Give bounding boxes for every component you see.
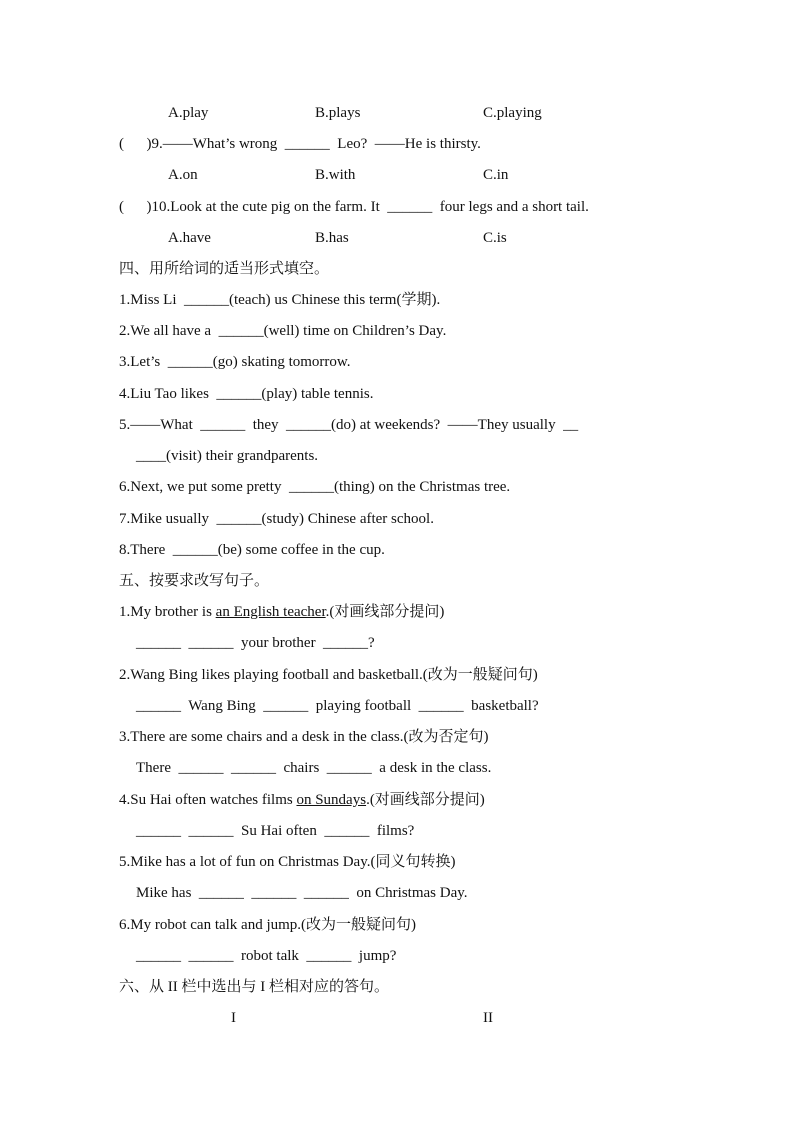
fill-item: 4.Liu Tao likes ______(play) table tennis. — [119, 386, 374, 402]
answer-line: ______ Wang Bing ______ playing football ______ basketball? — [136, 698, 539, 714]
option-a: A.play — [168, 105, 209, 121]
rewrite-text: 4.Su Hai often watches films — [119, 792, 297, 808]
question-9: ( )9.——What’s wrong ______ Leo? ——He is thirsty. — [119, 136, 481, 152]
option-b: B.with — [315, 167, 356, 183]
answer-line: Mike has ______ ______ ______ on Christmas Day. — [136, 885, 468, 901]
fill-item: 3.Let’s ______(go) skating tomorrow. — [119, 354, 351, 370]
fill-item-continued: ____(visit) their grandparents. — [136, 448, 319, 464]
column-header-i: I — [231, 1010, 236, 1026]
rewrite-item: 2.Wang Bing likes playing football and basketball.(改为一般疑问句) — [119, 667, 538, 683]
rewrite-instruction: .(对画线部分提问) — [325, 604, 445, 620]
fill-item: 1.Miss Li ______(teach) us Chinese this term(学期). — [119, 292, 441, 308]
answer-line: ______ ______ your brother ______? — [136, 635, 375, 651]
underlined-phrase: on Sundays — [296, 792, 367, 808]
answer-line: There ______ ______ chairs ______ a desk in the class. — [136, 760, 492, 776]
option-b: B.has — [315, 230, 349, 246]
option-c: C.is — [483, 230, 507, 246]
rewrite-item — [119, 603, 444, 621]
fill-item: 8.There ______(be) some coffee in the cup. — [119, 542, 385, 558]
answer-line: ______ ______ Su Hai often ______ films? — [136, 823, 415, 839]
option-a: A.have — [168, 230, 211, 246]
answer-line: ______ ______ robot talk ______ jump? — [136, 948, 397, 964]
rewrite-item: 6.My robot can talk and jump.(改为一般疑问句) — [119, 917, 417, 933]
rewrite-instruction: .(对画线部分提问) — [366, 792, 485, 808]
option-c: C.playing — [483, 105, 542, 121]
underlined-phrase: an English teacher — [215, 604, 326, 620]
fill-item: 6.Next, we put some pretty ______(thing) on the Christmas tree. — [119, 479, 511, 495]
rewrite-item: 5.Mike has a lot of fun on Christmas Day.(同义句转换) — [119, 854, 456, 870]
fill-item: 2.We all have a ______(well) time on Children’s Day. — [119, 323, 447, 339]
rewrite-item: 3.There are some chairs and a desk in the class.(改为否定句) — [119, 729, 489, 745]
fill-item: 5.——What ______ they ______(do) at weekends? ——They usually __ — [119, 417, 579, 433]
rewrite-text: 1.My brother is — [119, 604, 216, 620]
question-10: ( )10.Look at the cute pig on the farm. It ______ four legs and a short tail. — [119, 199, 589, 215]
section-heading: 四、用所给词的适当形式填空。 — [119, 261, 330, 277]
column-header-ii: II — [483, 1010, 493, 1026]
fill-item: 7.Mike usually ______(study) Chinese after school. — [119, 511, 434, 527]
rewrite-item — [119, 791, 485, 809]
section-heading: 六、从 II 栏中选出与 I 栏相对应的答句。 — [119, 979, 389, 995]
option-a: A.on — [168, 167, 198, 183]
section-heading: 五、按要求改写句子。 — [119, 573, 270, 589]
option-b: B.plays — [315, 105, 361, 121]
option-c: C.in — [483, 167, 509, 183]
